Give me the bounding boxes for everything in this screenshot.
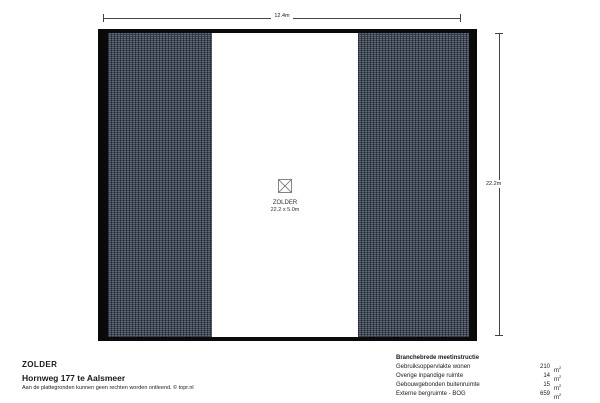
room-name: ZOLDER xyxy=(272,200,298,206)
measurement-row xyxy=(396,390,574,399)
address: Hornweg 177 te Aalsmeer xyxy=(22,373,126,383)
measurement-heading: Branchebrede meetinstructie xyxy=(396,355,480,361)
disclaimer: Aan de plattegronden kunnen geen rechten worden ontleend. © topr.nl xyxy=(22,385,194,391)
measurement-unit: $m^2$ xyxy=(554,374,562,383)
measurement-unit: $m^2$ xyxy=(554,392,562,401)
measurement-value: 659 xyxy=(539,391,550,397)
measurement-unit: $m^2$ xyxy=(554,383,562,392)
measurement-unit: $m^2$ xyxy=(554,365,562,374)
title-block xyxy=(22,360,194,391)
measurement-label: Gebruiksoppervlakte wonen xyxy=(396,364,471,370)
measurement-value: 14 xyxy=(543,373,550,379)
measurement-label: Overige inpandige ruimte xyxy=(396,373,464,379)
attic-room xyxy=(212,33,358,337)
measurement-value: 210 xyxy=(539,364,550,370)
measurement-table xyxy=(396,354,574,399)
measurement-label: Gebouwgebonden buitenruimte xyxy=(396,382,480,388)
height-dimension-tick-end xyxy=(495,335,503,336)
floor-plan xyxy=(98,29,477,341)
skylight-icon xyxy=(278,179,292,193)
height-dimension-label: 22.2m xyxy=(486,181,502,187)
room-size: 22.2 x 5.0m xyxy=(270,207,300,213)
measurement-row xyxy=(396,363,574,372)
measurement-row xyxy=(396,372,574,381)
measurement-value: 15 xyxy=(543,382,550,388)
measurement-label: Externe bergruimte - BOG xyxy=(396,391,466,397)
height-dimension xyxy=(486,33,504,336)
measurement-row xyxy=(396,381,574,390)
width-dimension-label: 12.4m xyxy=(271,13,292,19)
roof-slope-left xyxy=(108,33,212,337)
height-dimension-tick-start xyxy=(495,33,503,34)
floor-title: ZOLDER xyxy=(22,360,58,369)
roof-slope-right xyxy=(358,33,469,337)
width-dimension xyxy=(103,14,461,22)
